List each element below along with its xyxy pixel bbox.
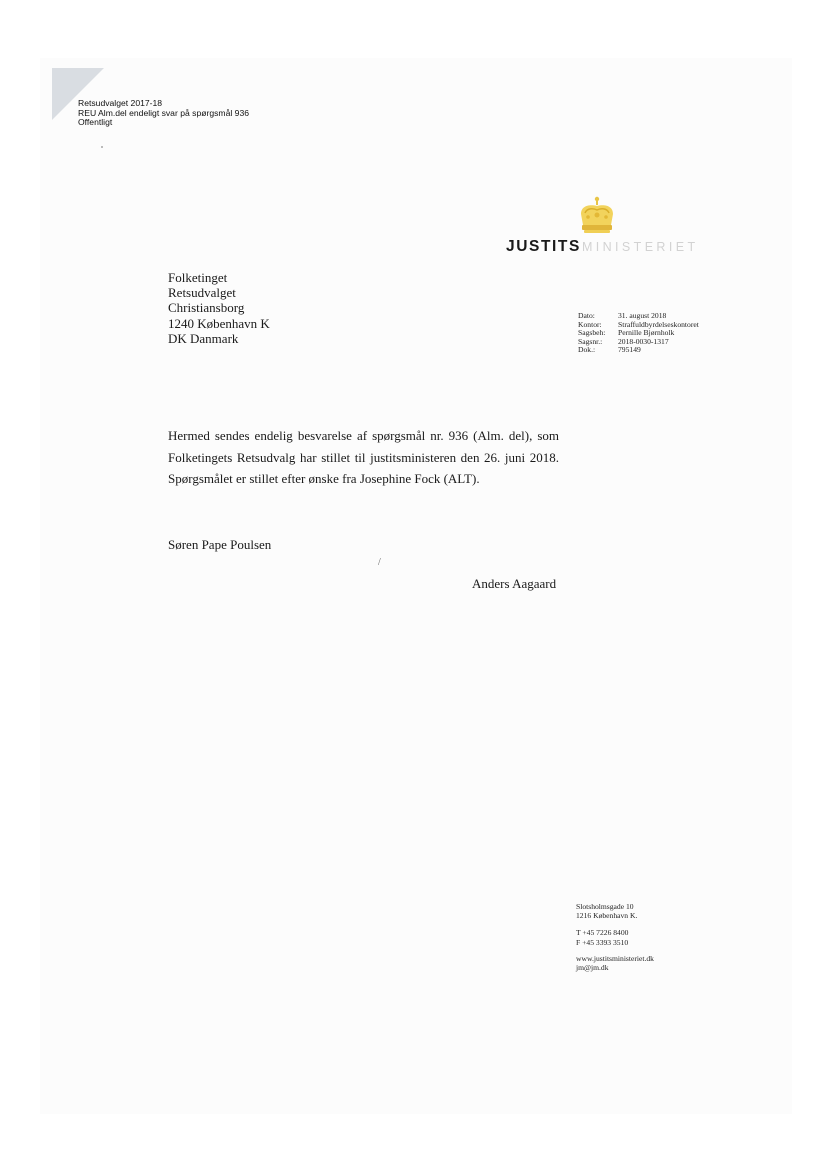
meta-label: Sagsbeh:	[578, 328, 606, 338]
recipient-line: Folketinget	[168, 270, 228, 285]
meta-value: 795149	[618, 345, 641, 355]
stamp-status: Offentligt	[78, 117, 113, 127]
logo-strong-text: JUSTITS	[506, 238, 581, 255]
crown-icon	[575, 196, 619, 236]
footer-website: www.justitsministeriet.dk	[576, 953, 654, 963]
recipient-line: Christiansborg	[168, 300, 245, 316]
signature-official: Anders Aagaard	[472, 576, 557, 591]
recipient-line: Retsudvalget	[168, 285, 236, 301]
meta-label: Sagsnr.:	[578, 336, 603, 346]
meta-value: Straffuldbyrdelseskontoret	[618, 319, 699, 329]
stamp-committee-year: Retsudvalget 2017-18	[78, 98, 163, 108]
case-metadata	[578, 312, 699, 355]
footer-spacer	[576, 947, 654, 954]
document-page	[40, 58, 792, 1114]
recipient-address	[168, 270, 270, 346]
parliament-stamp	[78, 99, 249, 128]
ministry-logo	[506, 237, 699, 257]
meta-label: Kontor:	[578, 319, 602, 329]
ministry-contact-footer	[576, 902, 654, 972]
meta-value: 2018-0030-1317	[618, 336, 669, 346]
meta-value: Pernille Bjørnholk	[618, 328, 675, 338]
scan-speck	[101, 146, 103, 148]
footer-street: Slotsholmsgade 10	[576, 902, 634, 911]
footer-fax: F +45 3393 3510	[576, 937, 629, 947]
stamp-reference: REU Alm.del endeligt svar på spørgsmål 936	[78, 107, 249, 118]
footer-phone: T +45 7226 8400	[576, 928, 629, 938]
meta-label: Dok.:	[578, 345, 596, 355]
footer-city: 1216 København K.	[576, 911, 638, 921]
recipient-line: 1240 København K	[168, 315, 270, 331]
footer-spacer	[576, 920, 654, 928]
footer-email: jm@jm.dk	[576, 963, 609, 973]
meta-row-document	[578, 346, 699, 355]
signature-mark: /	[378, 557, 381, 568]
meta-label: Dato:	[578, 311, 595, 320]
logo-light-text: MINISTERIET	[581, 240, 699, 254]
signature-minister: Søren Pape Poulsen	[168, 537, 272, 552]
letter-body: Hermed sendes endelig besvarelse af spørgsmål nr. 936 (Alm. del), som Folketingets Retsudvalg har stillet til justitsministeren den 26. juni 2018. Spørgsmålet er stillet efter ønske fra Josephine Fock (ALT).	[168, 428, 559, 486]
recipient-line: DK Danmark	[168, 330, 239, 346]
meta-value: 31. august 2018	[618, 311, 667, 320]
